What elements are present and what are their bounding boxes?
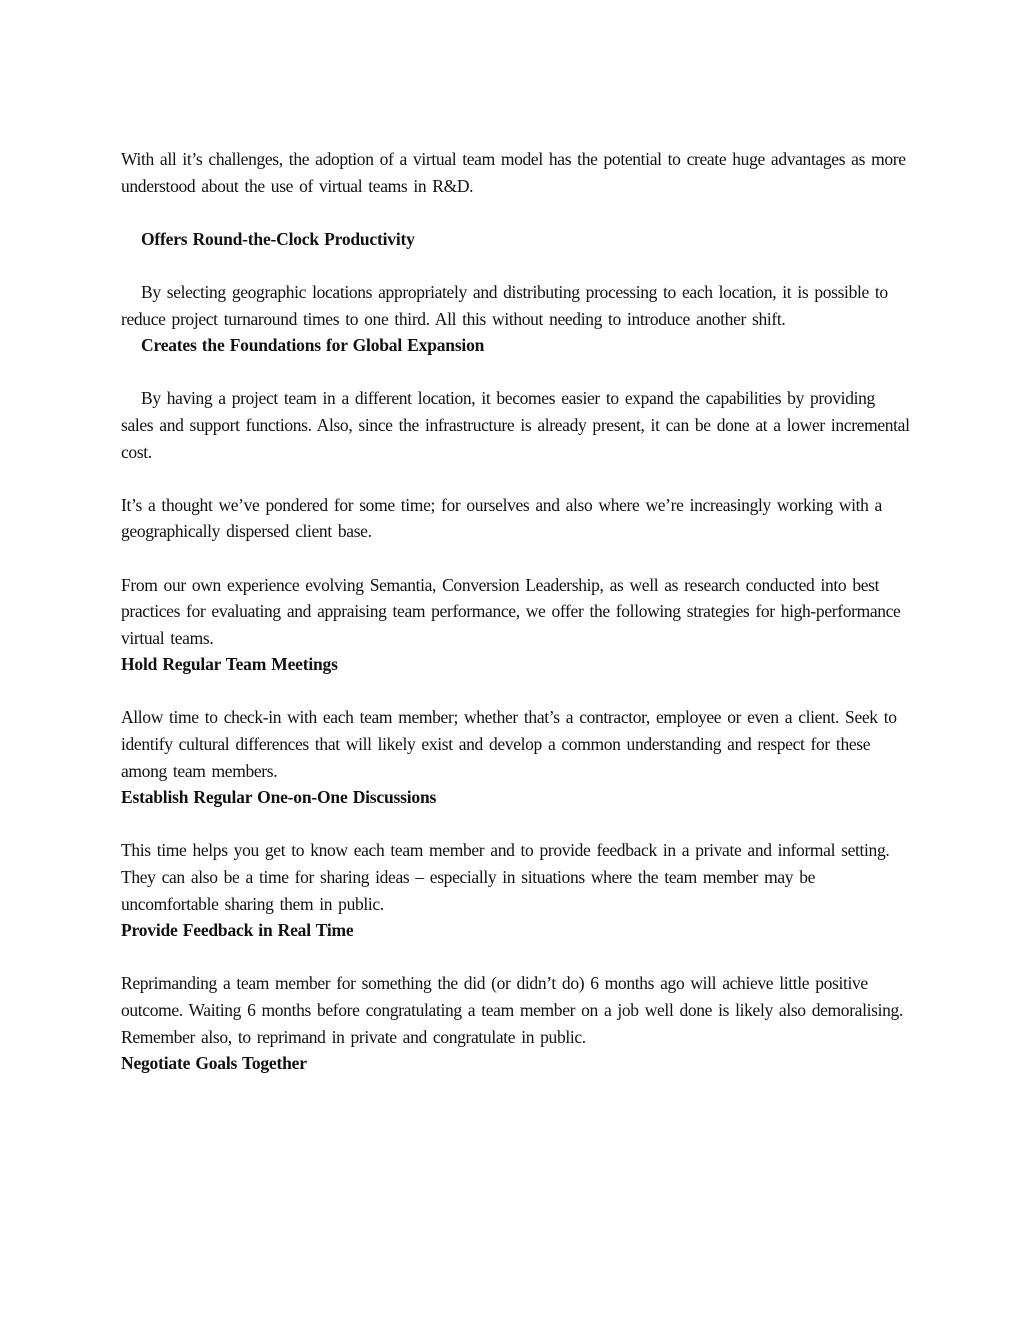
- spacer: [121, 199, 911, 226]
- heading-negotiate-goals: Negotiate Goals Together: [121, 1053, 307, 1074]
- meetings-paragraph: Allow time to check-in with each team member; whether that’s a contractor, employee or even a client. Seek to identify cultural differences that will likely exist and develop a common understanding and respect for these among team members.: [121, 707, 897, 781]
- productivity-paragraph: By selecting geographic locations appropriately and distributing processing to each location, it is possible to reduce project turnaround times to one third. All this without needing to introduce another shift.: [121, 281, 888, 329]
- heading-global-expansion: Creates the Foundations for Global Expansion: [141, 335, 485, 356]
- strategies-paragraph: From our own experience evolving Semantia, Conversion Leadership, as well as research conducted into best practices for evaluating and appraising team performance, we offer the following strategies for high-performance virtual teams.: [121, 574, 901, 648]
- document-body: [121, 146, 911, 1077]
- heading-round-the-clock-productivity: Offers Round-the-Clock Productivity: [141, 228, 415, 249]
- heading-team-meetings: Hold Regular Team Meetings: [121, 654, 338, 675]
- spacer: [121, 678, 911, 705]
- spacer: [121, 545, 911, 572]
- heading-real-time-feedback: Provide Feedback in Real Time: [121, 920, 354, 941]
- discussions-paragraph: This time helps you get to know each team member and to provide feedback in a private and informal setting. They can also be a time for sharing ideas – especially in situations where the team member may be uncomfortable sharing them in public.: [121, 840, 890, 914]
- spacer: [121, 359, 911, 386]
- spacer: [121, 944, 911, 971]
- expansion-paragraph: By having a project team in a different location, it becomes easier to expand the capabilities by providing sales and support functions. Also, since the infrastructure is already present, it can be done at a lower incremental cost.: [121, 388, 910, 462]
- intro-paragraph: With all it’s challenges, the adoption of a virtual team model has the potential to create huge advantages as more understood about the use of virtual teams in R&D.: [121, 149, 906, 196]
- heading-one-on-one-discussions: Establish Regular One-on-One Discussions: [121, 787, 437, 808]
- feedback-paragraph: Reprimanding a team member for something the did (or didn’t do) 6 months ago will achieve little positive outcome. Waiting 6 months before congratulating a team member on a job well done is likely also demoralising. Remember also, to reprimand in private and congratulate in public.: [121, 973, 903, 1047]
- spacer: [121, 252, 911, 279]
- thought-paragraph: It’s a thought we’ve pondered for some time; for ourselves and also where we’re increasingly working with a geographically dispersed client base.: [121, 494, 882, 542]
- spacer: [121, 811, 911, 838]
- spacer: [121, 465, 911, 492]
